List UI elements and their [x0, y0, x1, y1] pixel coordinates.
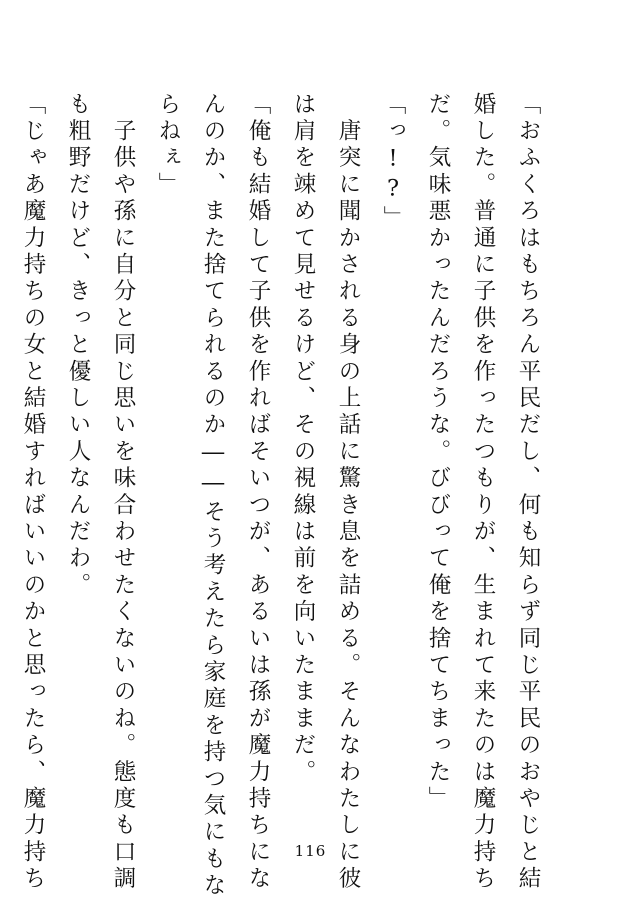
text-line: 唐突に聞かされる身の上話に驚き息を詰める。そんなわたしに彼: [335, 92, 361, 893]
text-line: は肩を竦めて見せるけど、その視線は前を向いたままだ。: [290, 92, 316, 787]
text-line: 「俺も結婚して子供を作ればそいつが、あるいは孫が魔力持ちにな: [245, 92, 271, 893]
text-line: 「じゃあ魔力持ちの女と結婚すればいいのかと思ったら、魔力持ち: [20, 92, 46, 893]
text-line: 「っ!?」: [380, 92, 406, 233]
text-line: 子供や孫に自分と同じ思いを味合わせたくないのね。態度も口調: [110, 92, 136, 893]
text-line: 婚した。普通に子供を作ったつもりが、生まれて来たのは魔力持ち: [470, 92, 496, 893]
text-line: だ。気味悪かったんだろうな。びびって俺を捨てちまった」: [425, 92, 451, 813]
text-line: も粗野だけど、きっと優しい人なんだわ。: [65, 92, 91, 600]
text-line: 「おふくろはもちろん平民だし、何も知らず同じ平民のおやじと結: [515, 92, 541, 894]
text-line: らねぇ」: [155, 92, 181, 199]
text-line: んのか、また捨てられるのか――そう考えたら家庭を持つ気にもな: [200, 92, 226, 900]
page-number: 116: [294, 842, 327, 860]
